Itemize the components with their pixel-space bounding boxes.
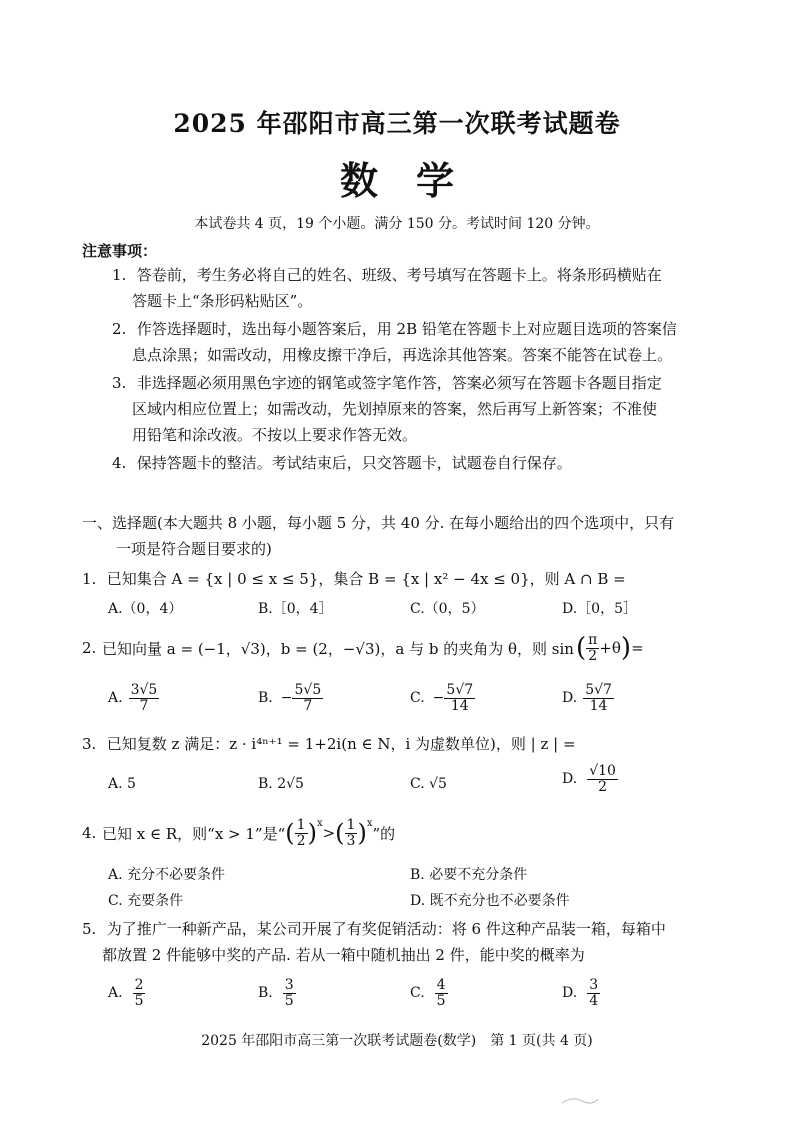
question-stem: 为了推广一种新产品，某公司开展了有奖促销活动：将 6 件这种产品装一箱，每箱中 <box>106 920 666 938</box>
notice-item-1-cont: 答题卡上“条形码粘贴区”。 <box>132 292 313 310</box>
option-letter: B. <box>258 690 273 707</box>
notice-item-3-cont: 区域内相应位置上；如需改动，先划掉原来的答案，然后再写上新答案；不准使 <box>132 400 658 418</box>
option-letter: A. <box>108 985 123 1002</box>
q5-option-c[interactable] <box>410 978 448 1008</box>
q4-option-a[interactable]: A. 充分不必要条件 <box>108 867 226 883</box>
question-number: 5. <box>82 920 97 938</box>
numerator: 5√7 <box>585 682 612 698</box>
right-paren: ) <box>307 819 317 848</box>
question-5 <box>82 918 666 939</box>
question-stem: 已知向量 a = (−1，√3)，b = (2，−√3)，a 与 b 的夹角为 θ，则 sin <box>102 639 574 658</box>
denominator: 2 <box>296 832 306 849</box>
q5-option-d[interactable] <box>562 978 600 1008</box>
q3-option-a[interactable]: A. 5 <box>108 776 136 792</box>
numerator: π <box>588 632 598 648</box>
q5-option-b[interactable] <box>258 978 296 1008</box>
notice-item-2-cont: 息点涂黑；如需改动，用橡皮擦干净后，再选涂其他答案。答案不能答在试卷上。 <box>132 346 673 364</box>
numerator: 3 <box>589 977 599 993</box>
subject-title: 数学 <box>339 158 492 203</box>
question-5-cont: 都放置 2 件能够中奖的产品. 若从一箱中随机抽出 2 件，能中奖的概率为 <box>102 946 585 964</box>
fraction <box>283 978 296 1008</box>
fraction <box>295 818 308 848</box>
notice-number: 3. <box>112 374 127 392</box>
q1-option-c[interactable]: C.（0，5） <box>410 601 485 617</box>
denominator: 7 <box>139 697 149 714</box>
denominator: 2 <box>588 647 598 664</box>
q4-option-b[interactable]: B. 必要不充分条件 <box>410 867 528 883</box>
numerator: 5√5 <box>294 682 322 698</box>
denominator: 5 <box>436 992 446 1009</box>
question-stem: 已知复数 z 满足：z · i⁴ⁿ⁺¹ = 1+2i(n ∈ N，i 为虚数单位)，则 | z | = <box>106 735 576 753</box>
question-4 <box>82 818 395 848</box>
option-sign: − <box>432 690 445 707</box>
fraction <box>435 978 448 1008</box>
notice-text: 保持答题卡的整洁。考试结束后，只交答题卡，试题卷自行保存。 <box>136 454 572 472</box>
q3-option-b[interactable]: B. 2√5 <box>258 776 304 792</box>
option-letter: D. <box>562 985 578 1002</box>
fraction <box>133 978 146 1008</box>
exam-title: 2025 年邵阳市高三第一次联考试题卷 <box>173 109 621 138</box>
option-letter: C. <box>410 690 425 707</box>
q2-option-a[interactable] <box>108 683 159 713</box>
question-number: 1. <box>82 570 97 588</box>
option-letter: C. <box>410 985 425 1002</box>
fraction <box>587 978 600 1008</box>
right-paren: ) <box>620 633 632 664</box>
exponent: x <box>316 818 323 829</box>
notice-heading: 注意事项： <box>82 242 158 260</box>
left-paren: ( <box>285 819 295 848</box>
section-heading: 一、选择题(本大题共 8 小题，每小题 5 分，共 40 分. 在每小题给出的四个选项中，只有 <box>82 514 675 532</box>
scan-smudge <box>560 1094 600 1106</box>
q1-option-d[interactable]: D.［0，5］ <box>562 601 637 617</box>
q4-option-d[interactable]: D. 既不充分也不必要条件 <box>410 893 570 909</box>
denominator: 5 <box>134 992 144 1009</box>
notice-text: 非选择题必须用黑色字迹的钢笔或签字笔作答，答案必须写在答题卡各题目指定 <box>136 374 662 392</box>
denominator: 14 <box>450 697 469 714</box>
numerator: 4 <box>436 977 446 993</box>
fraction <box>583 683 614 713</box>
numerator: 1 <box>346 817 356 833</box>
denominator: 2 <box>598 778 608 795</box>
option-letter: D. <box>562 771 578 788</box>
fraction <box>345 818 358 848</box>
q2-option-d[interactable] <box>562 683 614 713</box>
numerator: 3 <box>284 977 294 993</box>
q5-option-a[interactable] <box>108 978 145 1008</box>
numerator: 3√5 <box>130 682 158 698</box>
numerator: √10 <box>589 763 616 779</box>
denominator: 14 <box>589 697 608 714</box>
notice-item-3 <box>112 372 662 393</box>
notice-item-1 <box>112 264 662 285</box>
question-2 <box>82 633 644 663</box>
stem-end: ”的 <box>372 824 396 843</box>
equals: = <box>631 639 644 658</box>
option-sign: − <box>280 690 293 707</box>
question-3 <box>82 733 576 754</box>
notice-item-2 <box>112 318 677 339</box>
fraction <box>586 633 599 663</box>
fraction <box>587 764 618 794</box>
option-letter: B. <box>258 985 273 1002</box>
denominator: 5 <box>284 992 294 1009</box>
exam-info: 本试卷共 4 页，19 个小题。满分 150 分。考试时间 120 分钟。 <box>194 216 600 232</box>
notice-number: 4. <box>112 454 127 472</box>
q1-option-b[interactable]: B.［0，4］ <box>258 601 333 617</box>
numerator: 5√7 <box>446 682 474 698</box>
notice-number: 1. <box>112 266 127 284</box>
section-heading-cont: 一项是符合题目要求的) <box>116 540 272 558</box>
question-number: 4. <box>82 824 97 843</box>
stem-tail: +θ <box>599 639 621 658</box>
denominator: 3 <box>346 832 356 849</box>
right-paren: ) <box>357 819 367 848</box>
option-letter: D. <box>562 690 578 707</box>
question-stem: 已知集合 A = {x | 0 ≤ x ≤ 5}，集合 B = {x | x² − 4x ≤ 0}，则 A ∩ B = <box>106 570 626 588</box>
page-footer: 2025 年邵阳市高三第一次联考试题卷(数学) 第 1 页(共 4 页) <box>201 1033 593 1049</box>
fraction <box>129 683 160 713</box>
q2-option-b[interactable] <box>258 683 323 713</box>
q2-option-c[interactable] <box>410 683 475 713</box>
exponent: x <box>366 818 373 829</box>
fraction <box>292 683 323 713</box>
notice-text: 答卷前，考生务必将自己的姓名、班级、考号填写在答题卡上。将条形码横贴在 <box>136 266 662 284</box>
notice-number: 2. <box>112 320 127 338</box>
question-number: 2. <box>82 639 97 658</box>
numerator: 2 <box>134 977 144 993</box>
denominator: 7 <box>303 697 313 714</box>
q3-option-c[interactable]: C. √5 <box>410 776 447 792</box>
question-number: 3. <box>82 735 97 753</box>
q4-option-c[interactable]: C. 充要条件 <box>108 893 184 909</box>
notice-item-4 <box>112 452 572 473</box>
question-stem: 已知 x ∈ R，则“x > 1”是“ <box>102 824 286 843</box>
numerator: 1 <box>296 817 306 833</box>
left-paren: ( <box>575 633 587 664</box>
fraction <box>444 683 475 713</box>
q3-option-d[interactable] <box>562 764 618 794</box>
left-paren: ( <box>335 819 345 848</box>
option-letter: A. <box>108 690 123 707</box>
denominator: 4 <box>589 992 599 1009</box>
notice-text: 作答选择题时，选出每小题答案后，用 2B 铅笔在答题卡上对应题目选项的答案信 <box>136 320 677 338</box>
notice-item-3-cont2: 用铅笔和涂改液。不按以上要求作答无效。 <box>132 426 418 444</box>
question-1 <box>82 568 626 589</box>
greater-than: > <box>322 824 336 843</box>
q1-option-a[interactable]: A.（0，4） <box>108 601 183 617</box>
